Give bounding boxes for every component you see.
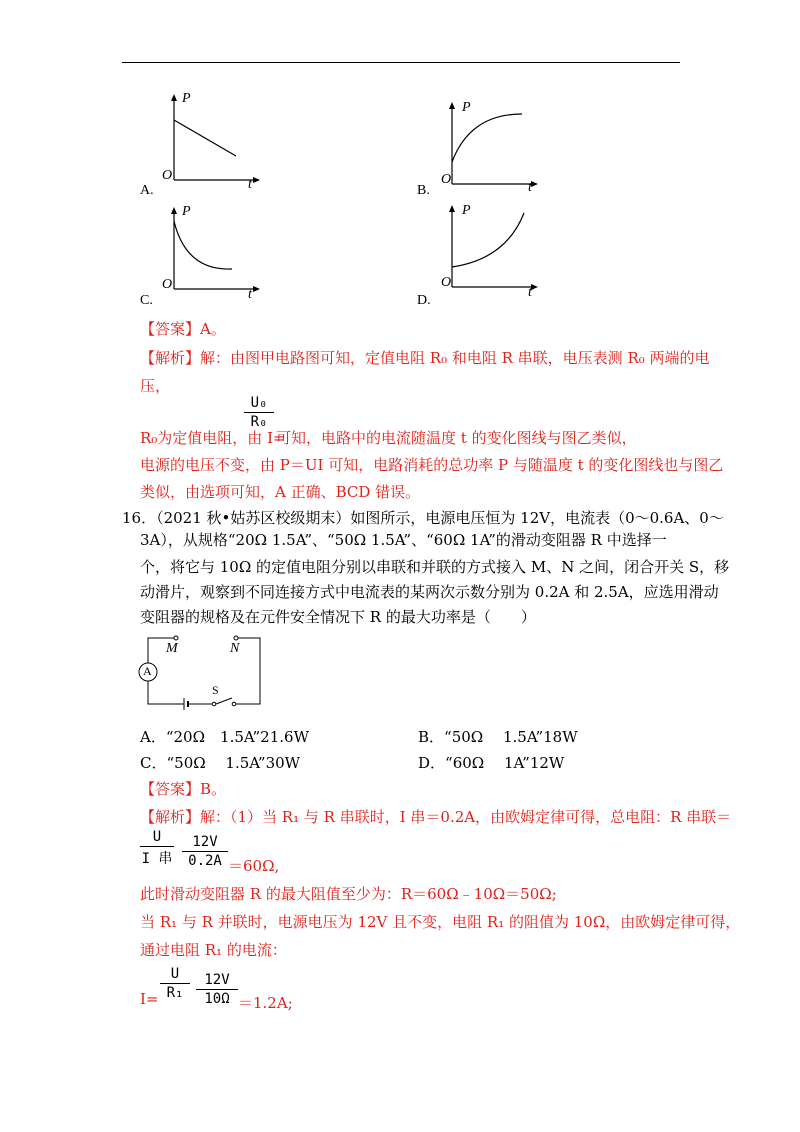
q15-line3-post: 可知，电路中的电流随温度 t 的变化图线与图乙类似， [276,429,637,447]
q16-frac4-num: 12V [204,972,230,988]
graph-c [160,205,280,300]
q16-answer: 【答案】B。 [140,780,227,798]
graph-a [160,92,280,192]
graph-c-axis-y: P [182,204,191,219]
q15-analysis-line1: 【解析】解：由图甲电路图可知，定值电阻 R₀ 和电阻 R 串联，电压表测 R₀ 两端的电 [140,349,710,367]
circuit-label-n: N [230,641,240,656]
q16-frac1 [140,829,174,868]
circuit-label-ammeter: A [143,664,152,678]
q15-line4: 电源的电压不变，由 P＝UI 可知，电路消耗的总功率 P 与随温度 t 的变化图线也与图乙 [140,456,724,474]
graph-d-origin: O [441,275,452,290]
q16-frac2 [182,834,228,869]
graph-a-axis-x: t [248,177,252,192]
q16-frac3-den: R₁ [166,985,184,1001]
q16-frac4-den: 10Ω [204,991,230,1007]
graph-c-origin: O [162,277,173,292]
switch-icon [212,702,216,706]
q16-frac4 [196,972,238,1007]
graph-a-curve [174,120,236,156]
q15-line3-pre: R₀为定值电阻，由 I= [140,429,286,447]
q16-eq2-pre: I= [140,990,159,1008]
q16-stem-line2: 3A），从规格“20Ω 1.5A”、“50Ω 1.5A”、“60Ω 1A”的滑动变阻器 R 中选择一 [140,531,667,549]
graph-d [440,203,560,298]
q16-stem-line4: 动滑片，观察到不同连接方式中电流表的某两次示数分别为 0.2A 和 2.5A，应选用滑动 [140,583,719,601]
q16-frac1-den: I 串 [141,851,173,867]
q16-eq1-result: ＝60Ω, [228,857,280,875]
graph-d-axis-y: P [462,203,471,218]
q15-frac-num: U₀ [250,395,268,411]
q16-analysis-line3: 当 R₁ 与 R 并联时，电源电压为 12V 且不变，电阻 R₁ 的阻值为 10Ω，由欧姆定律可得， [140,913,741,931]
graph-d-curve [452,213,524,267]
q16-option-c: C．“50Ω 1.5A”30W [140,754,301,772]
circuit-label-switch: S [212,683,219,697]
q16-frac3 [160,966,190,1001]
graph-b [440,100,560,195]
q16-stem-line3: 个，将它与 10Ω 的定值电阻分别以串联和并联的方式接入 M、N 之间，闭合开关 S，移 [140,558,730,576]
q16-circuit [136,632,266,712]
q16-analysis-line2: 此时滑动变阻器 R 的最大阻值至少为：R＝60Ω﹣10Ω＝50Ω; [140,885,557,903]
q16-frac2-den: 0.2A [188,853,222,869]
q15-frac-den: R₀ [250,414,268,430]
option-a-label: A. [140,183,154,198]
graph-a-origin: O [162,168,173,183]
graph-c-curve [174,221,232,269]
q16-stem-line5: 变阻器的规格及在元件安全情况下 R 的最大功率是（ ） [140,608,536,626]
terminal-m [174,636,178,640]
q15-line5: 类似，由选项可知，A 正确、BCD 错误。 [140,483,421,501]
header-rule [122,62,680,63]
q16-frac3-num: U [170,966,180,982]
q16-option-a: A．“20Ω 1.5A”21.6W [140,728,309,746]
terminal-n [234,636,238,640]
q16-frac2-num: 12V [192,834,218,850]
option-b-label: B. [417,183,430,198]
option-c-label: C. [140,293,153,308]
graph-b-curve [452,114,522,162]
q15-fraction [244,395,274,430]
graph-c-axis-x: t [248,287,252,302]
q15-answer: 【答案】A。 [140,320,226,338]
q16-stem-line1: 16．（2021 秋•姑苏区校级期末）如图所示，电源电压恒为 12V，电流表（0～0.6A、0～ [122,509,724,527]
q16-eq2-result: ＝1.2A; [238,994,293,1012]
graph-b-axis-x: t [528,180,532,195]
graph-d-axis-x: t [528,285,532,300]
graph-b-axis-y: P [462,100,471,115]
q15-analysis-line2: 压， [140,377,171,395]
circuit-label-m: M [166,641,178,656]
q16-option-d: D．“60Ω 1A”12W [418,754,565,772]
q16-frac1-num: U [152,829,162,845]
q16-analysis-line1: 【解析】解：（1）当 R₁ 与 R 串联时，I 串＝0.2A，由欧姆定律可得，总电阻：R 串联＝ [140,808,732,826]
graph-b-origin: O [441,172,452,187]
q16-analysis-line4: 通过电阻 R₁ 的电流： [140,941,287,959]
q16-option-b: B．“50Ω 1.5A”18W [418,728,578,746]
graph-a-axis-y: P [182,91,191,106]
option-d-label: D. [417,293,431,308]
